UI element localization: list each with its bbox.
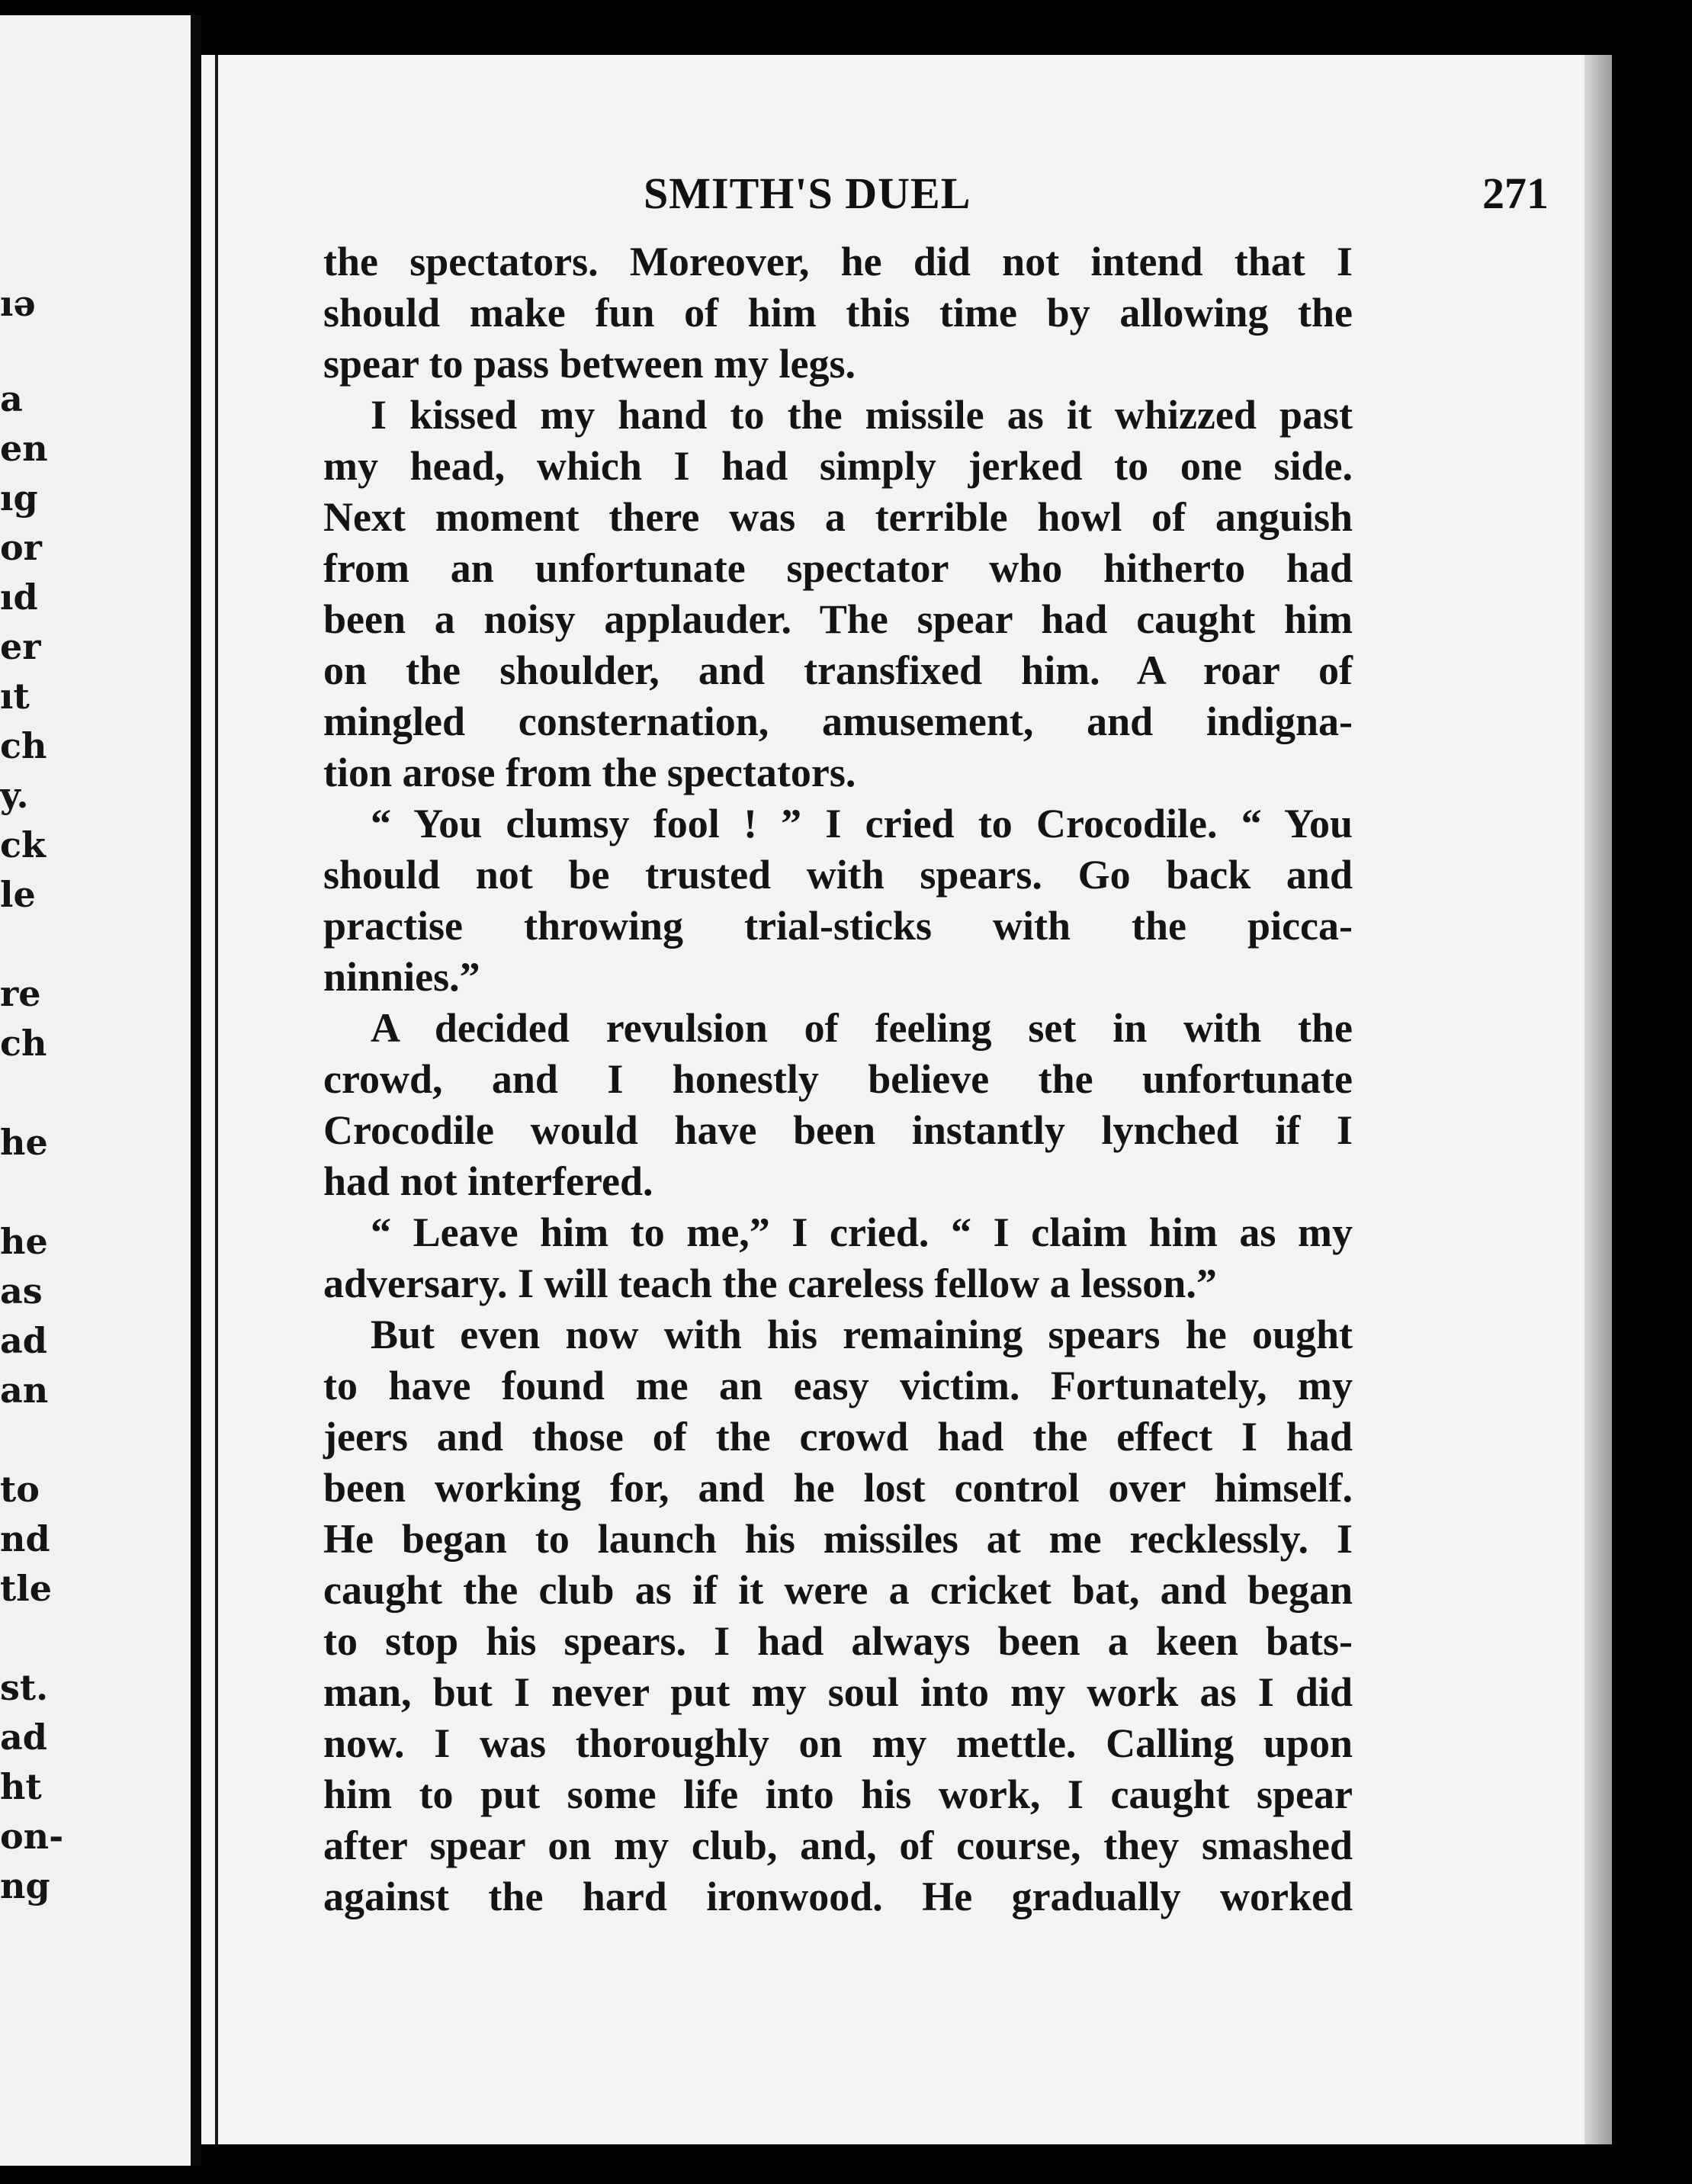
text-line: been working for, and he lost control over himself. xyxy=(323,1465,1353,1511)
facing-page-fragment: ad xyxy=(0,1717,47,1758)
facing-page-fragment: ch xyxy=(0,725,47,766)
facing-page-fragment: y. xyxy=(0,775,29,816)
facing-page-fragment: on- xyxy=(0,1816,64,1857)
text-line: my head, which I had simply jerked to one side. xyxy=(323,443,1353,489)
text-line: man, but I never put my soul into my work as I did xyxy=(323,1669,1353,1715)
facing-page-fragment: or xyxy=(0,527,42,568)
text-line: jeers and those of the crowd had the effect I had xyxy=(323,1414,1353,1460)
facing-page-fragment: he xyxy=(0,1122,48,1163)
text-line: practise throwing trial-sticks with the picca- xyxy=(323,903,1353,949)
facing-page-fragment: re xyxy=(0,973,41,1014)
facing-page-fragment: ad xyxy=(0,1320,47,1361)
book-gutter xyxy=(191,15,201,2166)
text-line: But even now with his remaining spears he ought xyxy=(371,1312,1353,1357)
text-line: him to put some life into his work, I caught spear xyxy=(323,1771,1353,1817)
text-line: He began to launch his missiles at me recklessly. I xyxy=(323,1516,1353,1562)
text-line: now. I was thoroughly on my mettle. Calling upon xyxy=(323,1720,1353,1766)
chapter-title: SMITH'S DUEL xyxy=(644,169,971,218)
page-edge-shadow xyxy=(1584,55,1612,2144)
text-line: should not be trusted with spears. Go back and xyxy=(323,852,1353,898)
text-line: been a noisy applauder. The spear had caught him xyxy=(323,596,1353,642)
text-line: “ You clumsy fool ! ” I cried to Crocodile. “ You xyxy=(371,801,1353,846)
text-line: the spectators. Moreover, he did not intend that I xyxy=(323,239,1353,284)
text-line: mingled consternation, amusement, and indigna- xyxy=(323,699,1353,744)
text-line: had not interfered. xyxy=(323,1158,653,1204)
facing-page-fragment: ng xyxy=(0,1865,50,1906)
text-line: tion arose from the spectators. xyxy=(323,750,856,795)
facing-page-fragment: ıd xyxy=(0,577,38,618)
text-line: “ Leave him to me,” I cried. “ I claim him as my xyxy=(371,1209,1353,1255)
text-line: Crocodile would have been instantly lynched if I xyxy=(323,1107,1353,1153)
text-line: I kissed my hand to the missile as it whizzed past xyxy=(371,392,1353,438)
text-line: Next moment there was a terrible howl of anguish xyxy=(323,494,1353,540)
facing-page-fragment: ht xyxy=(0,1766,42,1807)
facing-page-fragment: le xyxy=(0,874,36,915)
text-line: from an unfortunate spectator who hitherto had xyxy=(323,545,1353,591)
facing-page-fragment: ıə xyxy=(0,283,36,324)
page-number: 271 xyxy=(1482,169,1549,218)
facing-page-fragment: ch xyxy=(0,1023,47,1064)
book-page xyxy=(201,55,1612,2144)
text-line: crowd, and I honestly believe the unfortunate xyxy=(323,1056,1353,1102)
text-line: ninnies.” xyxy=(323,954,480,1000)
facing-page-fragment: nd xyxy=(0,1518,50,1559)
facing-page-fragment: ıg xyxy=(0,477,38,519)
facing-page-fragment: en xyxy=(0,428,48,469)
text-line: after spear on my club, and, of course, they smashed xyxy=(323,1823,1353,1868)
facing-page-fragment: er xyxy=(0,626,41,667)
text-line: against the hard ironwood. He gradually worked xyxy=(323,1874,1353,1919)
facing-page-fragment: tle xyxy=(0,1568,52,1609)
text-line: adversary. I will teach the careless fellow a lesson.” xyxy=(323,1261,1217,1306)
facing-page-fragment: an xyxy=(0,1370,49,1411)
facing-page-fragment: he xyxy=(0,1221,48,1262)
facing-page-fragment: ck xyxy=(0,824,46,866)
body-text xyxy=(323,236,1353,1922)
facing-page-fragment: ıt xyxy=(0,676,30,717)
facing-page-fragment: to xyxy=(0,1469,40,1510)
facing-page-fragment: as xyxy=(0,1270,43,1312)
facing-page-fragment: st. xyxy=(0,1667,49,1708)
facing-page-edge xyxy=(0,15,191,2166)
text-line: caught the club as if it were a cricket bat, and began xyxy=(323,1567,1353,1613)
text-line: A decided revulsion of feeling set in with the xyxy=(371,1005,1353,1051)
text-line: to stop his spears. I had always been a keen bats- xyxy=(323,1618,1353,1664)
page-margin-rule xyxy=(215,55,218,2144)
text-line: should make fun of him this time by allowing the xyxy=(323,290,1353,336)
text-line: to have found me an easy victim. Fortunately, my xyxy=(323,1363,1353,1408)
facing-page-fragment: a xyxy=(0,378,23,419)
running-head xyxy=(644,168,1559,221)
text-line: spear to pass between my legs. xyxy=(323,341,856,387)
text-line: on the shoulder, and transfixed him. A roar of xyxy=(323,647,1353,693)
